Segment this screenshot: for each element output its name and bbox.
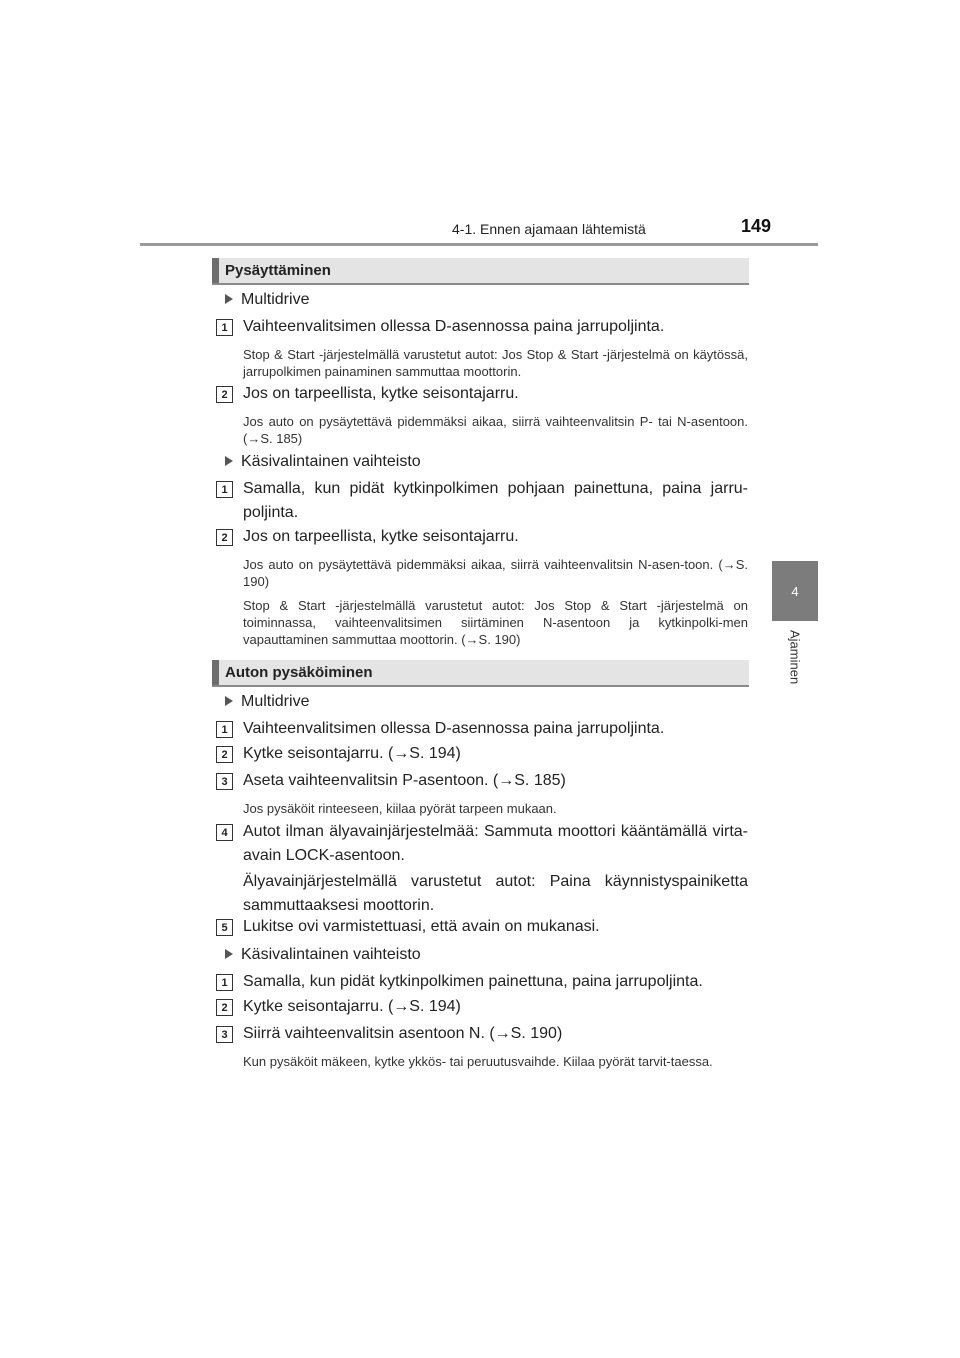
- chapter-label: Ajaminen: [787, 630, 803, 685]
- subheading-multidrive: [225, 693, 309, 711]
- step-text: Samalla, kun pidät kytkinpolkimen painettuna, paina jarrupoljinta.: [243, 973, 703, 990]
- subheading-multidrive: [225, 291, 309, 309]
- section-title: Pysäyttäminen: [225, 262, 331, 279]
- triangle-bullet-icon: [225, 294, 233, 304]
- step-text: Samalla, kun pidät kytkinpolkimen pohjaan painettuna, paina jarru-poljinta.: [243, 480, 748, 521]
- step-text: Siirrä vaihteenvalitsin asentoon N. (→S. 190): [243, 1025, 563, 1042]
- step-text: Jos on tarpeellista, kytke seisontajarru.: [243, 385, 519, 402]
- step-note: Stop & Start -järjestelmällä varustetut autot: Jos Stop & Start -järjestelmä on käytössä, jarrupolkimen painaminen sammuttaa moottorin.: [243, 347, 748, 379]
- step-note: Kun pysäköit mäkeen, kytke ykkös- tai peruutusvaihde. Kiilaa pyörät tarvit-taessa.: [243, 1054, 713, 1069]
- section-header-parking: [212, 660, 749, 687]
- step-badge-3: 3: [216, 773, 233, 790]
- step-text: Vaihteenvalitsimen ollessa D-asennossa paina jarrupoljinta.: [243, 318, 665, 335]
- step-badge-1: 1: [216, 319, 233, 336]
- step-text: Autot ilman älyavainjärjestelmää: Sammuta moottori kääntämällä virta-avain LOCK-asentoon.: [243, 823, 748, 864]
- step-text: Kytke seisontajarru. (→S. 194): [243, 998, 461, 1015]
- section-title: Auton pysäköiminen: [225, 664, 373, 681]
- step-badge-2: 2: [216, 999, 233, 1016]
- subheading-label: Käsivalintainen vaihteisto: [241, 946, 421, 963]
- chapter-number: 4: [791, 583, 799, 599]
- subheading-label: Multidrive: [241, 291, 310, 308]
- step-badge-2: 2: [216, 386, 233, 403]
- step-text: Lukitse ovi varmistettuasi, että avain on mukanasi.: [243, 918, 600, 935]
- step-badge-1: 1: [216, 481, 233, 498]
- step-text: Kytke seisontajarru. (→S. 194): [243, 745, 461, 762]
- step-note: Stop & Start -järjestelmällä varustetut autot: Jos Stop & Start -järjestelmä on toiminnassa, vaihteenvalitsimen siirtäminen N-asentoon ja kytkinpolki-men vapauttaminen sammuttaa moottorin. (→S. 190): [243, 598, 748, 647]
- step-note: Jos auto on pysäytettävä pidemmäksi aikaa, siirrä vaihteenvalitsin N-asen-toon. (→S. 190): [243, 557, 748, 589]
- subheading-label: Käsivalintainen vaihteisto: [241, 453, 421, 470]
- step-badge-3: 3: [216, 1026, 233, 1043]
- triangle-bullet-icon: [225, 949, 233, 959]
- subheading-manual: [225, 453, 421, 471]
- step-text: Vaihteenvalitsimen ollessa D-asennossa paina jarrupoljinta.: [243, 720, 665, 737]
- section-header-stopping: [212, 258, 749, 285]
- step-badge-1: 1: [216, 721, 233, 738]
- step-text: Jos on tarpeellista, kytke seisontajarru.: [243, 528, 519, 545]
- triangle-bullet-icon: [225, 456, 233, 466]
- step-badge-5: 5: [216, 919, 233, 936]
- triangle-bullet-icon: [225, 696, 233, 706]
- step-badge-2: 2: [216, 529, 233, 546]
- step-badge-1: 1: [216, 974, 233, 991]
- header-divider: [140, 243, 818, 246]
- step-note: Jos pysäköit rinteeseen, kiilaa pyörät tarpeen mukaan.: [243, 801, 557, 816]
- header-section-title: 4-1. Ennen ajamaan lähtemistä: [452, 221, 646, 237]
- step-text: Aseta vaihteenvalitsin P-asentoon. (→S. 185): [243, 772, 566, 789]
- step-badge-4: 4: [216, 824, 233, 841]
- step-text: Älyavainjärjestelmällä varustetut autot: Paina käynnistyspainiketta sammuttaaksesi moottorin.: [243, 873, 748, 914]
- chapter-tab: [772, 561, 818, 621]
- step-badge-2: 2: [216, 746, 233, 763]
- subheading-manual: [225, 946, 421, 964]
- step-note: Jos auto on pysäytettävä pidemmäksi aikaa, siirrä vaihteenvalitsin P- tai N-asentoon. (→S. 185): [243, 414, 748, 446]
- subheading-label: Multidrive: [241, 693, 310, 710]
- page-number: 149: [741, 216, 772, 236]
